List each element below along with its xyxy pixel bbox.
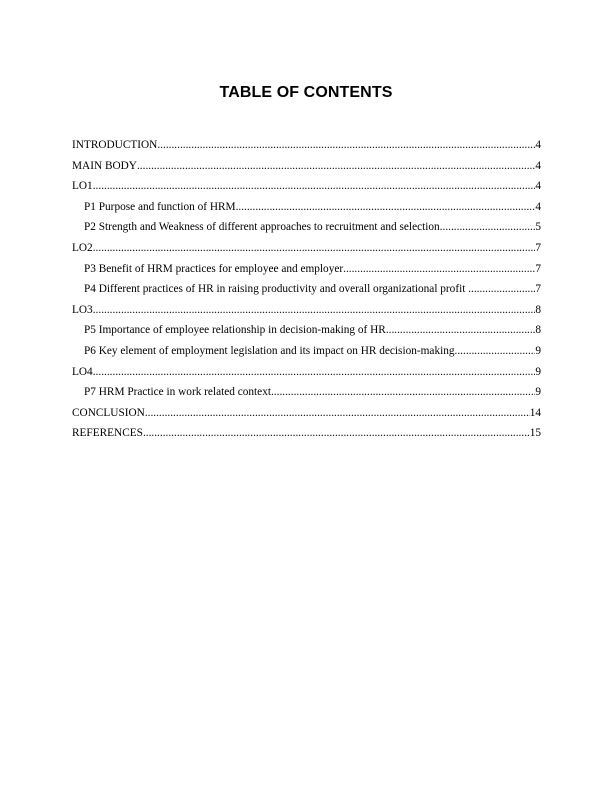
toc-entry-text: CONCLUSION [72, 403, 145, 424]
toc-entry[interactable] [72, 217, 541, 238]
toc-page-number: 8 [535, 300, 541, 321]
toc-entry-text: LO4 [72, 362, 93, 383]
toc-dot-leader [440, 217, 536, 238]
toc-title: TABLE OF CONTENTS [219, 84, 393, 101]
toc-list [72, 135, 541, 444]
toc-entry-text: REFERENCES [72, 423, 143, 444]
toc-dot-leader [468, 279, 535, 300]
toc-entry[interactable] [72, 156, 541, 177]
toc-entry-text: LO1 [72, 176, 93, 197]
toc-entry[interactable] [72, 135, 541, 156]
toc-page-number: 4 [535, 176, 541, 197]
toc-entry[interactable] [72, 382, 541, 403]
toc-dot-leader [455, 341, 536, 362]
toc-entry[interactable] [72, 238, 541, 259]
toc-page-number: 9 [535, 362, 541, 383]
toc-dot-leader [143, 423, 530, 444]
toc-dot-leader [93, 362, 536, 383]
toc-entry-text: P2 Strength and Weakness of different approaches to recruitment and selection [84, 217, 440, 238]
toc-page-number: 14 [530, 403, 541, 424]
toc-entry-text: P3 Benefit of HRM practices for employee and employer [84, 259, 343, 280]
toc-page-number: 8 [535, 320, 541, 341]
toc-dot-leader [157, 135, 535, 156]
toc-page-number: 7 [535, 279, 541, 300]
toc-entry[interactable] [72, 279, 541, 300]
toc-entry-text: LO3 [72, 300, 93, 321]
toc-entry[interactable] [72, 300, 541, 321]
toc-dot-leader [271, 382, 535, 403]
toc-page-number: 5 [535, 217, 541, 238]
toc-page-number: 4 [535, 197, 541, 218]
toc-dot-leader [137, 156, 535, 177]
toc-dot-leader [343, 259, 535, 280]
toc-page-number: 4 [535, 135, 541, 156]
toc-entry[interactable] [72, 259, 541, 280]
toc-dot-leader [145, 403, 530, 424]
toc-entry[interactable] [72, 362, 541, 383]
toc-entry-text: P7 HRM Practice in work related context [84, 382, 271, 403]
toc-page-number: 7 [535, 259, 541, 280]
toc-entry[interactable] [72, 197, 541, 218]
toc-entry[interactable] [72, 341, 541, 362]
toc-dot-leader [386, 320, 536, 341]
toc-entry-text: INTRODUCTION [72, 135, 157, 156]
toc-entry-text: P4 Different practices of HR in raising productivity and overall organizational profit [84, 279, 468, 300]
toc-page-number: 4 [535, 156, 541, 177]
toc-dot-leader [93, 176, 536, 197]
toc-entry-text: P1 Purpose and function of HRM [84, 197, 236, 218]
toc-entry[interactable] [72, 176, 541, 197]
toc-page-number: 9 [535, 382, 541, 403]
toc-entry[interactable] [72, 320, 541, 341]
toc-entry[interactable] [72, 423, 541, 444]
toc-dot-leader [93, 300, 536, 321]
toc-dot-leader [236, 197, 536, 218]
toc-dot-leader [93, 238, 536, 259]
toc-entry-text: P5 Importance of employee relationship in decision-making of HR [84, 320, 386, 341]
toc-entry-text: P6 Key element of employment legislation and its impact on HR decision-making [84, 341, 455, 362]
toc-entry-text: MAIN BODY [72, 156, 137, 177]
toc-entry[interactable] [72, 403, 541, 424]
toc-page-number: 7 [535, 238, 541, 259]
toc-page-number: 9 [535, 341, 541, 362]
toc-entry-text: LO2 [72, 238, 93, 259]
toc-page-number: 15 [530, 423, 541, 444]
